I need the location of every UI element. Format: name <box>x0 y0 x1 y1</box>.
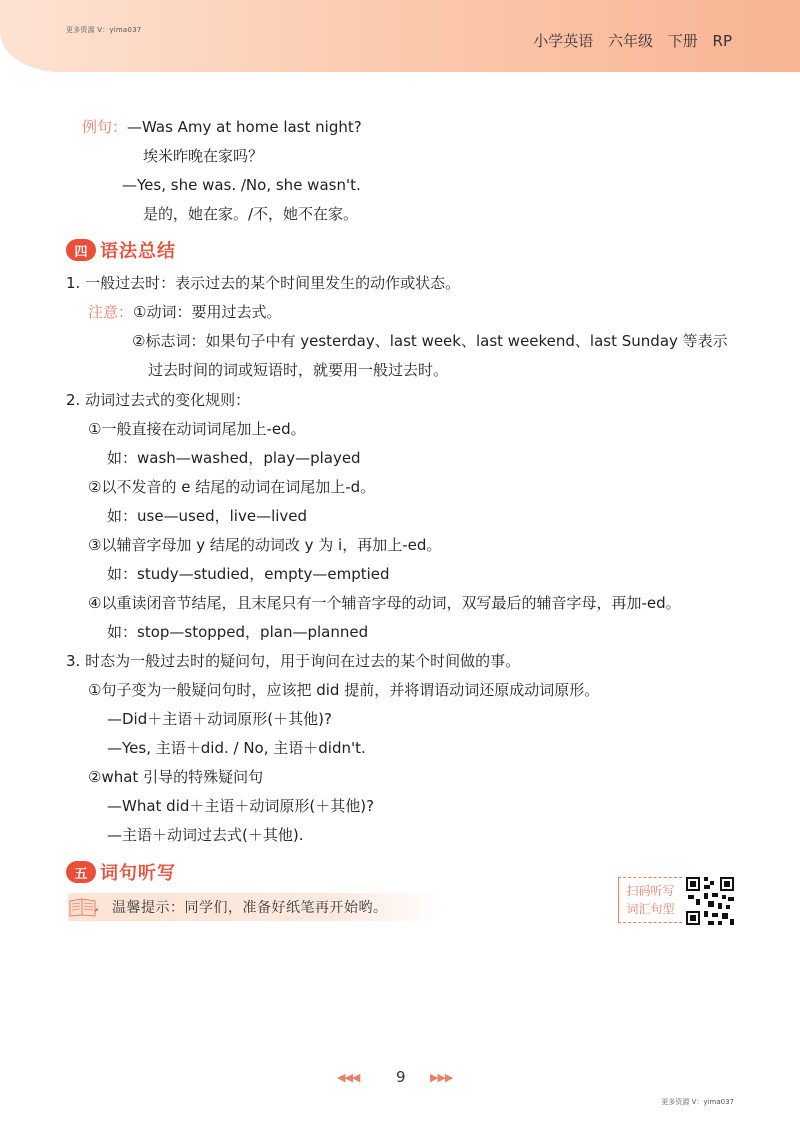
example-q-cn: 埃米昨晚在家吗？ <box>143 147 264 165</box>
rule-2-2-example: 如：use—used，live—lived <box>107 507 308 525</box>
rule-2-3: ③以辅音字母加 y 结尾的动词改 y 为 i，再加上-ed。 <box>88 536 442 554</box>
example-question <box>82 117 362 137</box>
section-5-title: 词句听写 <box>100 863 176 884</box>
note-tag: 注意： <box>88 303 134 321</box>
rule-2-1: ①一般直接在动词词尾加上-ed。 <box>88 420 306 438</box>
rule-3: 3. 时态为一般过去时的疑问句，用于询问在过去的某个时间做的事。 <box>66 652 521 670</box>
section-4-title: 语法总结 <box>100 241 176 262</box>
rule-3-2-a: —What did＋主语＋动词原形(＋其他)? <box>107 797 375 815</box>
note-1-text: ①动词：要用过去式。 <box>133 303 282 321</box>
page-number: 9 <box>396 1068 406 1086</box>
page-footer <box>0 1066 800 1096</box>
rule-2-4-example: 如：stop—stopped，plan—planned <box>107 623 369 641</box>
note-2: ②标志词：如果句子中有 yesterday、last week、last weekend、last Sunday 等表示 <box>132 332 728 350</box>
rule-3-1-a: —Did＋主语＋动词原形(＋其他)? <box>107 710 332 728</box>
section-4-badge: 四 <box>66 239 96 261</box>
section-5-heading <box>66 858 176 886</box>
subject-label: 小学英语 六年级 下册 RP <box>533 32 732 50</box>
rule-1: 1. 一般过去时：表示过去的某个时间里发生的动作或状态。 <box>66 274 461 292</box>
example-tag: 例句： <box>82 118 128 136</box>
rule-2-2: ②以不发音的 e 结尾的动词在词尾加上-d。 <box>88 478 376 496</box>
rule-2-4: ④以重读闭音节结尾，且末尾只有一个辅音字母的动词，双写最后的辅音字母，再加-ed。 <box>88 594 681 612</box>
rule-2-1-example: 如：wash—washed，play—played <box>107 449 361 467</box>
rule-3-2: ②what 引导的特殊疑问句 <box>88 768 264 786</box>
header-watermark: 更多资源 V：yima037 <box>66 26 142 34</box>
example-q-en: —Was Amy at home last night? <box>127 118 362 136</box>
rule-2: 2. 动词过去式的变化规则： <box>66 391 251 409</box>
section-5-badge: 五 <box>66 861 96 883</box>
page-header <box>0 0 800 72</box>
qr-widget[interactable] <box>618 873 738 929</box>
rule-3-1-b: —Yes, 主语＋did. / No, 主语＋didn't. <box>107 739 366 757</box>
rule-3-2-b: —主语＋动词过去式(＋其他). <box>107 826 304 844</box>
example-a-cn: 是的，她在家。/不，她不在家。 <box>143 205 359 223</box>
prev-arrows-icon: ◀◀◀ <box>337 1071 360 1084</box>
qr-code-icon[interactable] <box>684 875 736 927</box>
example-a-en: —Yes, she was. /No, she wasn't. <box>122 176 361 194</box>
tip-text: 温馨提示：同学们，准备好纸笔再开始哟。 <box>112 900 388 916</box>
section-4-heading <box>66 236 176 264</box>
rule-2-3-example: 如：study—studied，empty—emptied <box>107 565 390 583</box>
note-1 <box>88 302 281 322</box>
qr-label-line1: 扫码听写 <box>626 884 675 898</box>
qr-label-line2: 词汇句型 <box>626 902 675 916</box>
next-arrows-icon: ▶▶▶ <box>430 1071 453 1084</box>
book-icon <box>68 895 98 919</box>
rule-3-1: ①句子变为一般疑问句时，应该把 did 提前，并将谓语动词还原成动词原形。 <box>88 681 600 699</box>
tip-bar <box>68 893 444 921</box>
note-2-cont: 过去时间的词或短语时，就要用一般过去时。 <box>148 361 449 379</box>
footer-watermark: 更多资源 V：yima037 <box>661 1098 734 1106</box>
qr-label <box>618 877 682 923</box>
